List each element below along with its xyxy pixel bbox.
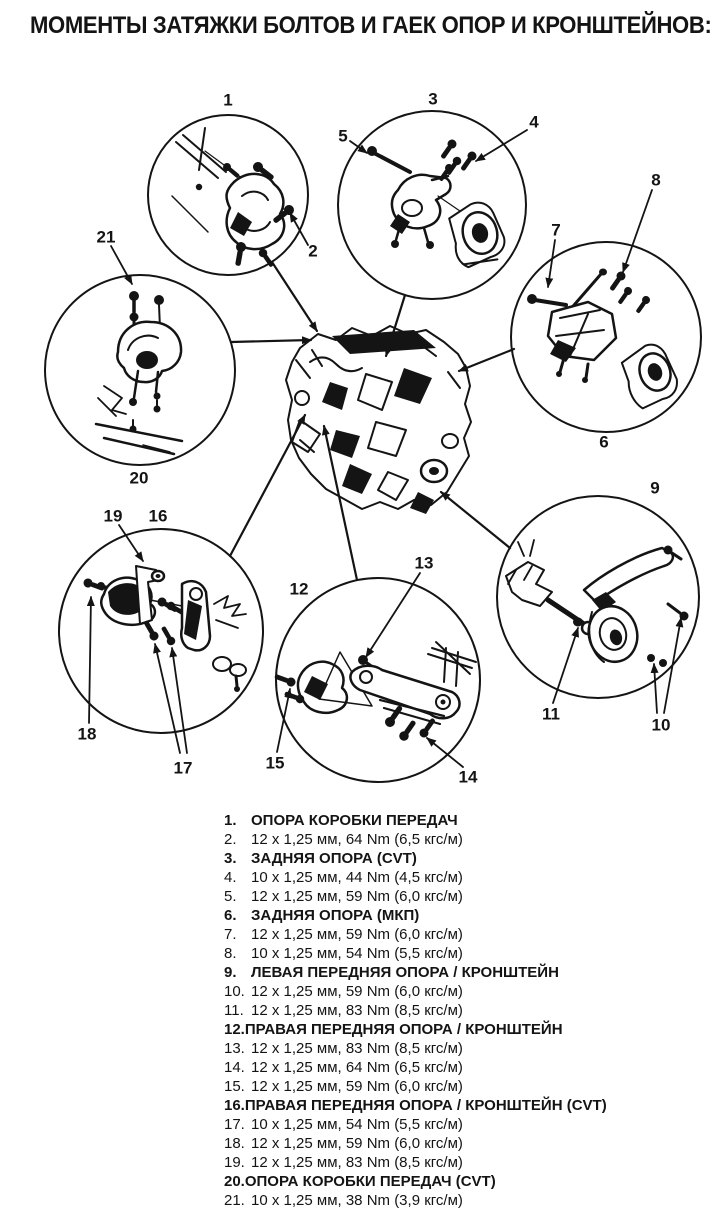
legend-item-17 (224, 1115, 694, 1134)
legend-item-10 (224, 982, 694, 1001)
legend-item-number: 2. (224, 831, 237, 848)
callout-number-6: 6 (599, 432, 609, 452)
legend-item-number: 14. (224, 1059, 245, 1076)
legend-item-text: 10 x 1,25 мм, 54 Nm (5,5 кгс/м) (251, 1116, 463, 1133)
callout-number-3: 3 (428, 89, 438, 109)
legend-item-number: 1. (224, 812, 237, 829)
legend-item-18 (224, 1134, 694, 1153)
legend-item-21 (224, 1191, 694, 1210)
legend-item-text: 12 x 1,25 мм, 83 Nm (8,5 кгс/м) (251, 1154, 463, 1171)
callout-number-20: 20 (129, 468, 149, 488)
callout-number-9: 9 (650, 478, 660, 498)
legend-item-7 (224, 925, 694, 944)
legend-item-number: 17. (224, 1116, 245, 1133)
legend-item-text: ПРАВАЯ ПЕРЕДНЯЯ ОПОРА / КРОНШТЕЙН (244, 1021, 563, 1038)
legend-item-number: 10. (224, 983, 245, 1000)
legend-item-3 (224, 849, 694, 868)
legend-item-number: 13. (224, 1040, 245, 1057)
legend-item-number: 6. (224, 907, 237, 924)
callout-number-21: 21 (96, 227, 116, 247)
legend-item-number: 4. (224, 869, 237, 886)
legend-item-text: 12 x 1,25 мм, 59 Nm (6,0 кгс/м) (251, 1078, 463, 1095)
legend-item-text: 12 x 1,25 мм, 59 Nm (6,0 кгс/м) (251, 983, 463, 1000)
legend-item-text: ЗАДНЯЯ ОПОРА (МКП) (251, 907, 420, 924)
legend-item-number: 5. (224, 888, 237, 905)
callout-number-12: 12 (289, 579, 309, 599)
legend-item-number: 3. (224, 850, 237, 867)
legend-item-number: 7. (224, 926, 237, 943)
legend-item-1 (224, 811, 694, 830)
legend-item-number: 15. (224, 1078, 245, 1095)
legend-item-15 (224, 1077, 694, 1096)
legend-item-text: 12 x 1,25 мм, 64 Nm (6,5 кгс/м) (251, 1059, 463, 1076)
legend-item-text: 12 x 1,25 мм, 83 Nm (8,5 кгс/м) (251, 1002, 463, 1019)
legend-item-number: 9. (224, 964, 237, 981)
callout-number-17: 17 (173, 758, 193, 778)
callout-number-7: 7 (551, 220, 561, 240)
legend-item-19 (224, 1153, 694, 1172)
callout-number-4: 4 (529, 112, 539, 132)
legend-item-11 (224, 1001, 694, 1020)
legend-item-text: 12 x 1,25 мм, 64 Nm (6,5 кгс/м) (251, 831, 463, 848)
legend-item-text: 12 x 1,25 мм, 59 Nm (6,0 кгс/м) (251, 926, 463, 943)
callout-number-19: 19 (103, 506, 123, 526)
callout-number-8: 8 (651, 170, 661, 190)
legend-item-number: 11. (224, 1002, 244, 1019)
legend-item-text: ЛЕВАЯ ПЕРЕДНЯЯ ОПОРА / КРОНШТЕЙН (251, 964, 559, 981)
callout-number-13: 13 (414, 553, 434, 573)
legend-item-14 (224, 1058, 694, 1077)
legend-item-20 (224, 1172, 694, 1191)
legend-item-12 (224, 1020, 694, 1039)
callout-number-10: 10 (651, 715, 671, 735)
legend-item-text: ЗАДНЯЯ ОПОРА (CVT) (251, 850, 417, 867)
legend-item-number: 21. (224, 1192, 245, 1209)
legend-item-5 (224, 887, 694, 906)
legend-item-number: 16. (224, 1097, 245, 1114)
callout-number-14: 14 (458, 767, 478, 787)
legend-item-text: ОПОРА КОРОБКИ ПЕРЕДАЧ (251, 812, 458, 829)
callout-number-1: 1 (223, 90, 233, 110)
legend-item-4 (224, 868, 694, 887)
legend-item-number: 18. (224, 1135, 245, 1152)
legend-item-text: ПРАВАЯ ПЕРЕДНЯЯ ОПОРА / КРОНШТЕЙН (CVT) (244, 1097, 607, 1114)
torque-legend (224, 811, 694, 1210)
legend-item-6 (224, 906, 694, 925)
callout-number-5: 5 (338, 126, 348, 146)
callout-number-11: 11 (542, 704, 560, 724)
legend-item-number: 8. (224, 945, 237, 962)
callout-number-15: 15 (265, 753, 285, 773)
callout-number-2: 2 (308, 241, 318, 261)
callout-number-18: 18 (77, 724, 97, 744)
legend-item-2 (224, 830, 694, 849)
legend-item-text: 12 x 1,25 мм, 59 Nm (6,0 кгс/м) (251, 1135, 463, 1152)
legend-item-13 (224, 1039, 694, 1058)
legend-item-text: 12 x 1,25 мм, 59 Nm (6,0 кгс/м) (251, 888, 463, 905)
engine-illustration (286, 326, 471, 514)
legend-item-text: 10 x 1,25 мм, 38 Nm (3,9 кгс/м) (251, 1192, 463, 1209)
legend-item-16 (224, 1096, 694, 1115)
legend-item-number: 20. (224, 1173, 245, 1190)
legend-item-text: 12 x 1,25 мм, 83 Nm (8,5 кгс/м) (251, 1040, 463, 1057)
legend-item-text: 10 x 1,25 мм, 54 Nm (5,5 кгс/м) (251, 945, 463, 962)
legend-item-number: 19. (224, 1154, 245, 1171)
page-title: МОМЕНТЫ ЗАТЯЖКИ БОЛТОВ И ГАЕК ОПОР И КРОНШТЕЙНОВ: (30, 12, 712, 39)
callout-number-16: 16 (148, 506, 168, 526)
legend-item-number: 12. (224, 1021, 245, 1038)
legend-item-9 (224, 963, 694, 982)
legend-item-8 (224, 944, 694, 963)
legend-item-text: ОПОРА КОРОБКИ ПЕРЕДАЧ (CVT) (244, 1173, 496, 1190)
legend-item-text: 10 x 1,25 мм, 44 Nm (4,5 кгс/м) (251, 869, 463, 886)
